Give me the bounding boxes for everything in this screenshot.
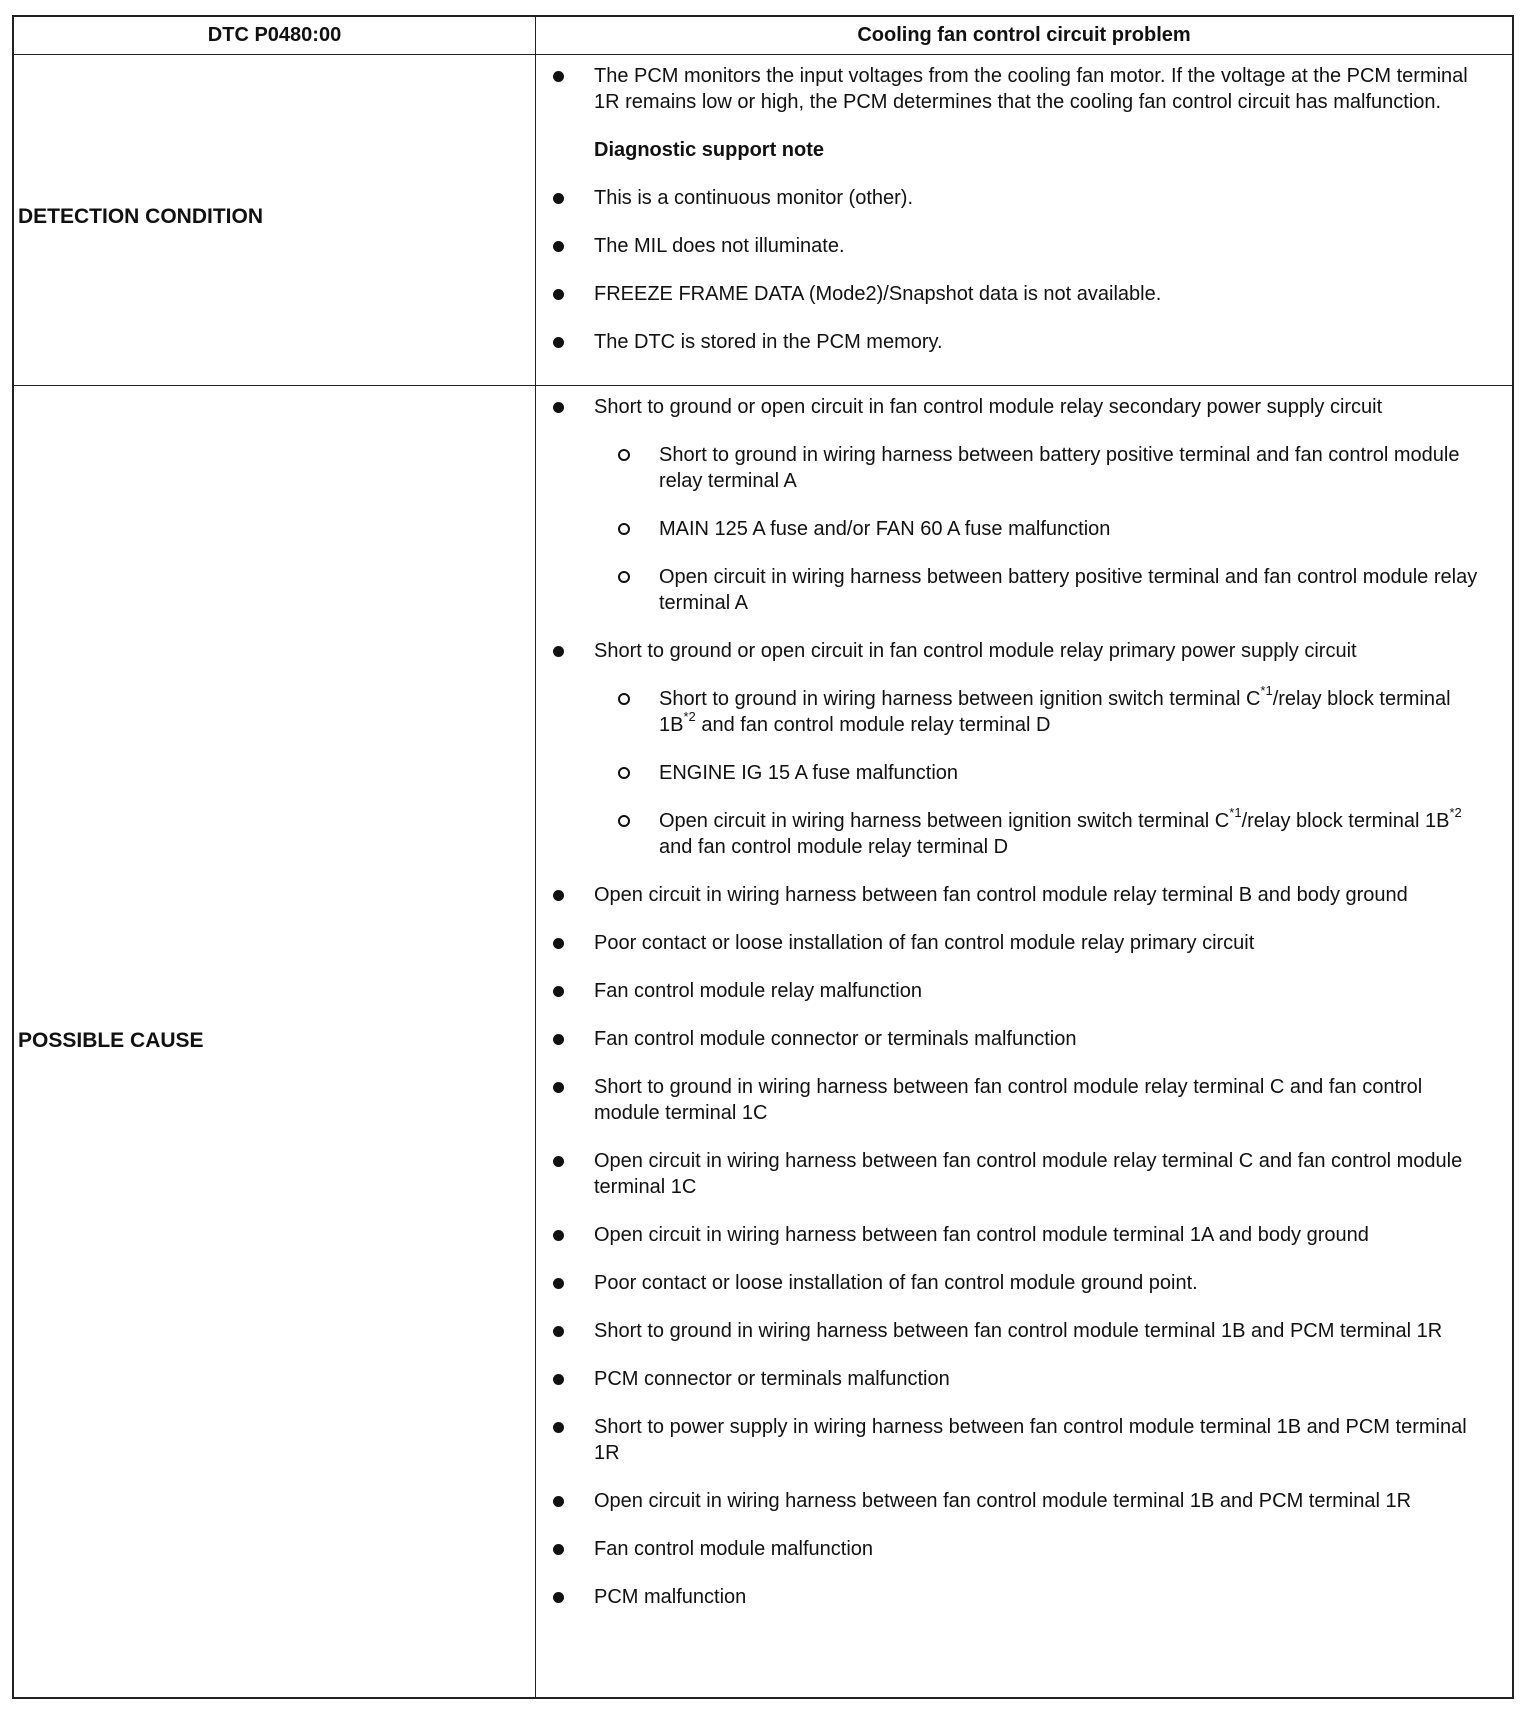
list-item: Poor contact or loose installation of fan control module relay primary circuit bbox=[549, 930, 1492, 956]
list-item: Open circuit in wiring harness between fan control module relay terminal C and fan control module terminal 1C bbox=[549, 1148, 1492, 1200]
list-item: FREEZE FRAME DATA (Mode2)/Snapshot data is not available. bbox=[549, 281, 1492, 307]
sub-list-item bbox=[549, 805, 1492, 860]
footnote-marker: *1 bbox=[1229, 805, 1242, 820]
list-item: This is a continuous monitor (other). bbox=[549, 185, 1492, 211]
sub-list-item: Short to ground in wiring harness between battery positive terminal and fan control module relay terminal A bbox=[549, 442, 1492, 494]
possible-cause-label: POSSIBLE CAUSE bbox=[18, 1029, 204, 1052]
list-item: The MIL does not illuminate. bbox=[549, 233, 1492, 259]
list-item: PCM malfunction bbox=[549, 1584, 1492, 1610]
sub-list-item: Open circuit in wiring harness between battery positive terminal and fan control module relay terminal A bbox=[549, 564, 1492, 616]
list-item: The PCM monitors the input voltages from the cooling fan motor. If the voltage at the PCM terminal 1R remains low or high, the PCM determines that the cooling fan control circuit has malfunction. bbox=[549, 63, 1492, 115]
list-item: Open circuit in wiring harness between fan control module terminal 1A and body ground bbox=[549, 1222, 1492, 1248]
row-divider bbox=[14, 385, 1512, 386]
list-item: Short to ground in wiring harness between fan control module relay terminal C and fan control module terminal 1C bbox=[549, 1074, 1492, 1126]
dtc-table bbox=[12, 15, 1514, 1699]
footnote-marker: *2 bbox=[683, 709, 696, 724]
sub-text: /relay block terminal 1B bbox=[1241, 810, 1450, 832]
column-divider bbox=[535, 17, 536, 1697]
sub-text: and fan control module relay terminal D bbox=[659, 836, 1009, 858]
list-item: The DTC is stored in the PCM memory. bbox=[549, 329, 1492, 355]
footnote-marker: *1 bbox=[1260, 683, 1273, 698]
header-divider bbox=[14, 54, 1512, 55]
sub-text: /relay block terminal 1B bbox=[659, 688, 1451, 736]
dtc-code-header: DTC P0480:00 bbox=[207, 24, 342, 46]
detection-condition-label: DETECTION CONDITION bbox=[18, 205, 263, 228]
list-item: Fan control module malfunction bbox=[549, 1536, 1492, 1562]
sub-text: and fan control module relay terminal D bbox=[695, 714, 1051, 736]
footnote-marker: *2 bbox=[1449, 805, 1462, 820]
list-item: Short to ground in wiring harness between fan control module terminal 1B and PCM terminal 1R bbox=[549, 1318, 1492, 1344]
dtc-title-header: Cooling fan control circuit problem bbox=[857, 24, 1191, 46]
list-item: Short to power supply in wiring harness between fan control module terminal 1B and PCM terminal 1R bbox=[549, 1414, 1492, 1466]
list-item: Fan control module connector or terminals malfunction bbox=[549, 1026, 1492, 1052]
list-item: Short to ground or open circuit in fan control module relay primary power supply circuit bbox=[549, 638, 1492, 664]
list-item: Poor contact or loose installation of fan control module ground point. bbox=[549, 1270, 1492, 1296]
list-item: Open circuit in wiring harness between fan control module relay terminal B and body ground bbox=[549, 882, 1492, 908]
list-item: Fan control module relay malfunction bbox=[549, 978, 1492, 1004]
diagnostic-support-note-title: Diagnostic support note bbox=[594, 139, 824, 161]
list-item: PCM connector or terminals malfunction bbox=[549, 1366, 1492, 1392]
detection-condition-content bbox=[549, 63, 1492, 377]
list-item: Open circuit in wiring harness between fan control module terminal 1B and PCM terminal 1R bbox=[549, 1488, 1492, 1514]
sub-list-item: MAIN 125 A fuse and/or FAN 60 A fuse malfunction bbox=[549, 516, 1492, 542]
possible-cause-content bbox=[549, 394, 1492, 1632]
sub-list-item: ENGINE IG 15 A fuse malfunction bbox=[549, 760, 1492, 786]
list-item: Short to ground or open circuit in fan control module relay secondary power supply circuit bbox=[549, 394, 1492, 420]
sub-list-item bbox=[549, 683, 1492, 738]
sub-text: Open circuit in wiring harness between ignition switch terminal C bbox=[659, 810, 1230, 832]
sub-text: Short to ground in wiring harness between ignition switch terminal C bbox=[659, 688, 1261, 710]
